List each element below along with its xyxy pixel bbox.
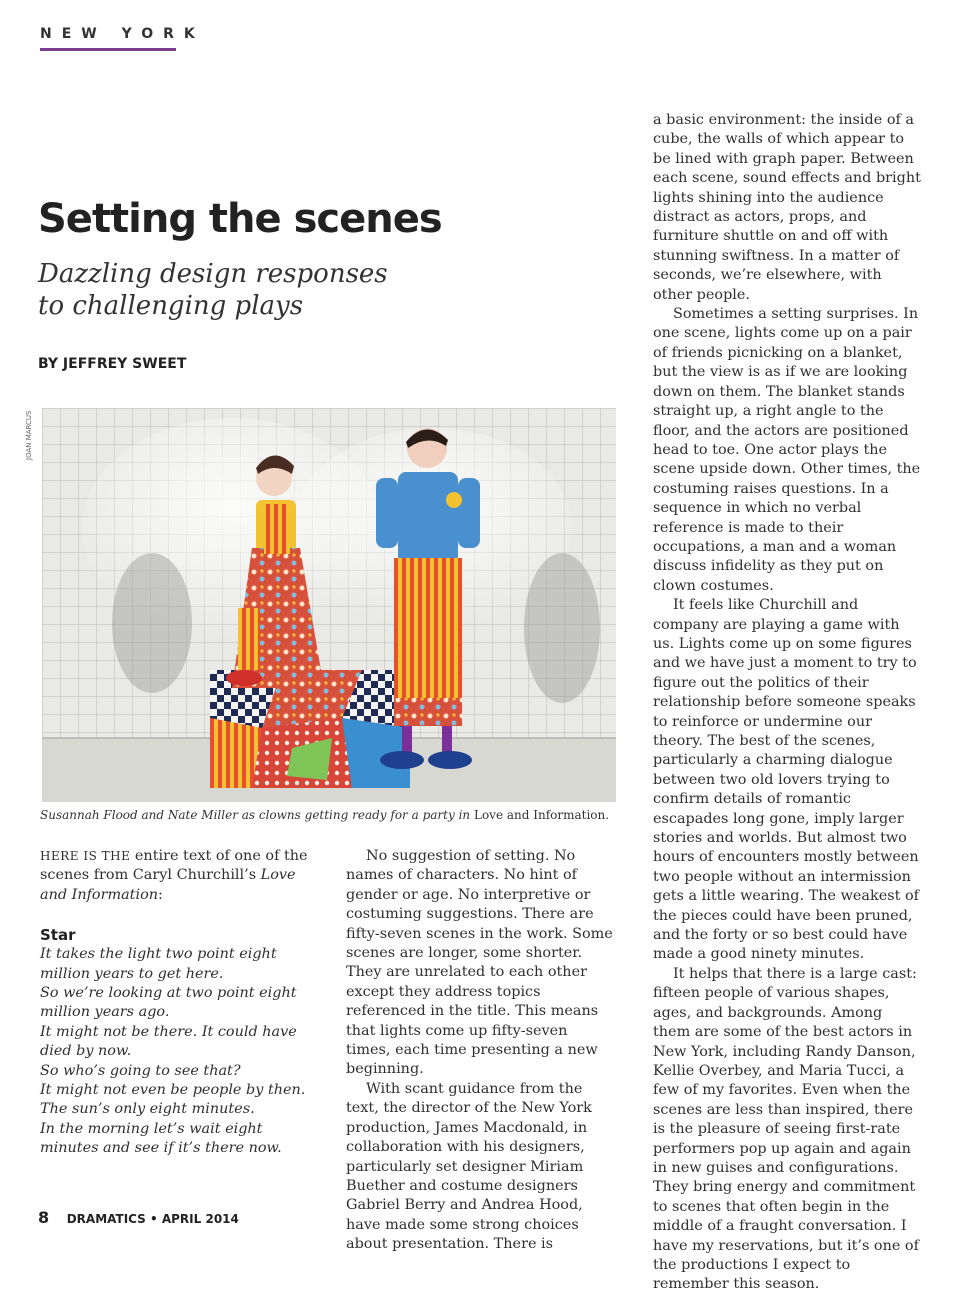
body-paragraph: With scant guidance from the text, the director of the New York production, James Macdonald, in collaboration with his designers, particularly set designer Miriam Buether and costume designers Gabriel Berry and Andrea Hood, have made some strong choices about presentation. There is bbox=[346, 1080, 592, 1253]
column-3 bbox=[653, 111, 923, 1295]
scene-text bbox=[40, 945, 310, 1158]
page-number: 8 bbox=[38, 1208, 50, 1227]
photo-caption bbox=[40, 808, 620, 822]
stage-illustration bbox=[42, 408, 616, 802]
page-footer bbox=[38, 1208, 239, 1227]
section-label: NEW YORK bbox=[40, 26, 205, 42]
caption-play-title: Love and Information. bbox=[473, 808, 610, 822]
magazine-issue: DRAMATICS • APRIL 2014 bbox=[66, 1212, 239, 1226]
lead-play-title: Love and Information bbox=[40, 867, 296, 903]
scene-line: So we’re looking at two point eight million years ago. bbox=[40, 985, 297, 1021]
scene-line: In the morning let’s wait eight minutes and see if it’s there now. bbox=[40, 1120, 282, 1157]
photo-credit: JOAN MARCUS bbox=[25, 410, 33, 460]
scene-line: It takes the light two point eight million years to get here. bbox=[40, 946, 277, 982]
scene-line: It might not be there. It could have died by now. bbox=[40, 1023, 297, 1060]
scene-line: It might not even be people by then. bbox=[40, 1082, 306, 1099]
body-paragraph: It helps that there is a large cast: fifteen people of various shapes, ages, and backgrounds. Among them are some of the best actors in New York, including Randy Danson, Kellie Overbey, and Maria Tucci, a few of my favorites. Even when the scenes are less than inspired, there is the pleasure of seeing first-rate performers pop up again and again in new guises and configurations. They bring energy and commitment to scenes that often begin in the middle of a fraught conversation. I have my reservations, but it’s one of the productions I expect to remember this season. bbox=[653, 965, 919, 1293]
scene-subhead: Star bbox=[40, 926, 76, 945]
body-paragraph: a basic environment: the inside of a cube, the walls of which appear to be lined with graph paper. Between each scene, sound effects and bright lights shining into the audience distract as actors, props, and furniture shuttle on and off with stunning swiftness. In a matter of seconds, we’re elsewhere, with other people. bbox=[653, 112, 921, 303]
lead-text: entire text of one of the scenes from Caryl Churchill’s bbox=[40, 848, 308, 884]
production-photo bbox=[42, 408, 616, 802]
body-paragraph: It feels like Churchill and company are playing a game with us. Lights come up on some figures and we have just a moment to try to figure out the politics of their relationship before someone speaks to reinforce or undermine our theory. The best of the scenes, particularly a charming dialogue between two old lovers trying to confirm details of romantic escapades long gone, imply larger stories and worlds. But almost two hours of encounters mostly between two people without an intermission gets a little wearing. The weakest of the pieces could have been pruned, and the forty or so best could have made a good ninety minutes. bbox=[653, 597, 919, 963]
deck-line-1: Dazzling design responses bbox=[38, 259, 388, 289]
section-rule bbox=[40, 48, 176, 51]
scene-line: The sun’s only eight minutes. bbox=[40, 1101, 255, 1118]
caption-text: Susannah Flood and Nate Miller as clowns getting ready for a party in bbox=[40, 808, 471, 822]
lead-end: : bbox=[158, 886, 163, 903]
deck bbox=[38, 258, 388, 322]
byline: BY JEFFREY SWEET bbox=[38, 356, 187, 372]
body-paragraph: Sometimes a setting surprises. In one scene, lights come up on a pair of friends picnicking on a blanket, but the view is as if we are looking down on them. The blanket stands straight up, a right angle to the floor, and the actors are positioned head to toe. One actor plays the scene upside down. Other times, the costuming raises questions. In a sequence in which no verbal reference is made to their occupations, a man and a woman discuss infidelity as they put on clown costumes. bbox=[653, 306, 921, 594]
column-1 bbox=[40, 847, 310, 1159]
column-2 bbox=[346, 847, 616, 1255]
lead-paragraph bbox=[40, 847, 310, 905]
scene-line: So who’s going to see that? bbox=[40, 1062, 241, 1079]
body-paragraph: No suggestion of setting. No names of characters. No hint of gender or age. No interpretive or costuming suggestions. There are fifty-seven scenes in the work. Some scenes are longer, some shorter. They are unrelated to each other except they address topics referenced in the title. This means that lights come up fifty-seven times, each time presenting a new beginning. bbox=[346, 848, 613, 1078]
lead-in-caps: HERE IS THE bbox=[40, 849, 131, 863]
deck-line-2: to challenging plays bbox=[38, 291, 304, 321]
headline: Setting the scenes bbox=[38, 196, 442, 242]
